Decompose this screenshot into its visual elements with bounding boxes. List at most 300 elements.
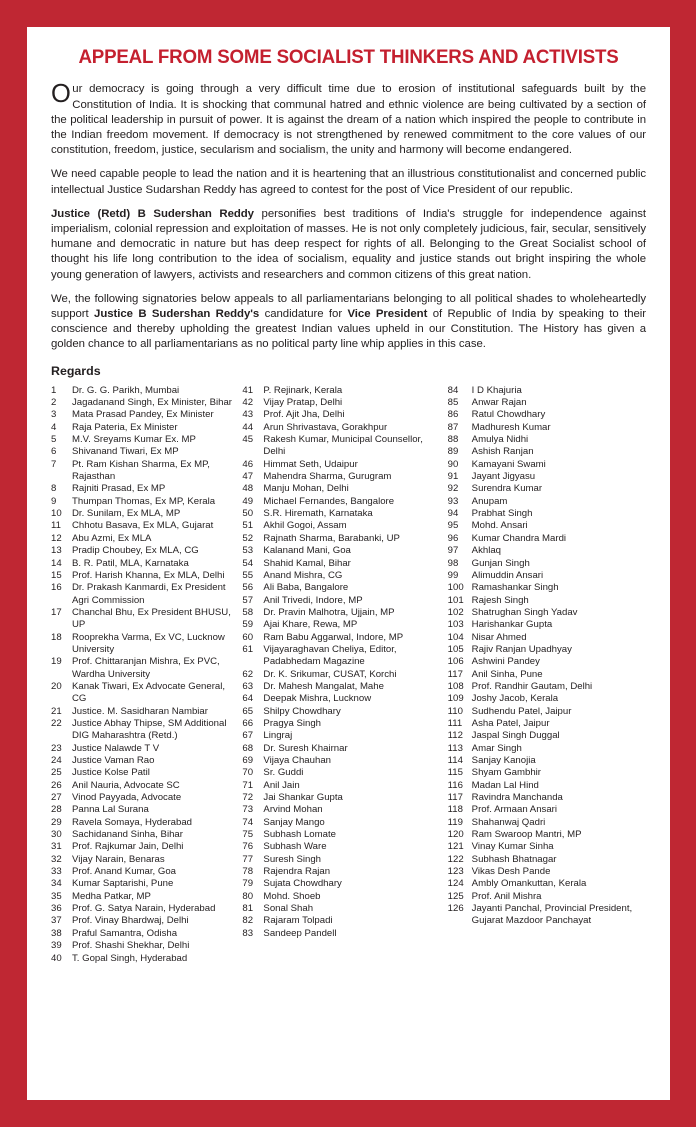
signatory-number: 60 — [242, 631, 254, 643]
signatory-number: 10 — [51, 508, 62, 520]
signatory-number: 72 — [242, 792, 254, 804]
signatory-row — [51, 953, 236, 965]
signatory-row — [51, 483, 236, 495]
signatory-row — [448, 632, 646, 644]
signatory-row — [448, 854, 646, 866]
signatory-name: Ali Baba, Bangalore — [263, 582, 349, 594]
signatory-number: 50 — [242, 508, 254, 520]
signatory-row — [242, 841, 441, 853]
signatory-name: Gunjan Singh — [471, 557, 530, 569]
signatory-name: Shahanwaj Qadri — [471, 816, 546, 828]
signatory-number: 35 — [51, 890, 62, 902]
signatory-name: Mata Prasad Pandey, Ex Minister — [72, 409, 214, 421]
signatory-number: 49 — [242, 495, 254, 507]
signatory-row — [51, 903, 236, 915]
signatory-name: Dr. Suresh Khairnar — [263, 742, 348, 754]
signatory-row — [242, 520, 441, 532]
signatory-name: Dr. Prakash Kanmardi, Ex President Agri Commission — [72, 582, 226, 606]
signatory-row — [242, 644, 441, 669]
signatory-row — [51, 866, 236, 878]
signatory-name: Praful Samantra, Odisha — [72, 927, 178, 939]
signatory-number: 95 — [447, 520, 459, 532]
signatory-row — [51, 508, 236, 520]
signatory-name: Vinod Payyada, Advocate — [72, 792, 182, 804]
signatory-name: Kumar Saptarishi, Pune — [72, 878, 174, 890]
signatory-row — [448, 656, 646, 668]
signatory-row — [242, 915, 441, 927]
signatory-number: 86 — [447, 409, 459, 421]
signatory-number: 8 — [51, 483, 57, 495]
signatory-row — [448, 706, 646, 718]
signatory-row — [51, 385, 236, 397]
signatory-number: 68 — [242, 742, 254, 754]
signatory-number: 33 — [51, 866, 62, 878]
signatory-row — [448, 878, 646, 890]
signatory-name: Shatrughan Singh Yadav — [471, 606, 578, 618]
signatory-row — [448, 397, 646, 409]
signatory-number: 51 — [242, 520, 254, 532]
signatory-name: Ramashankar Singh — [471, 582, 559, 594]
signatory-number: 31 — [51, 841, 62, 853]
signatory-row — [242, 632, 441, 644]
signatory-row — [448, 767, 646, 779]
signatory-number: 119 — [447, 816, 463, 828]
signatory-row — [51, 891, 236, 903]
signatory-name: Anil Jain — [263, 779, 300, 791]
signatory-row — [242, 804, 441, 816]
signatory-name: Rajnath Sharma, Barabanki, UP — [263, 532, 400, 544]
signatory-name: Justice Kolse Patil — [72, 767, 150, 779]
signatory-name: Rajiv Ranjan Upadhyay — [471, 643, 572, 655]
signatory-name: Vijaya Chauhan — [263, 755, 331, 766]
signatory-name: Sachidanand Sinha, Bihar — [72, 829, 183, 841]
signatory-name: Shahid Kamal, Bihar — [263, 557, 351, 569]
signatory-name: Sujata Chowdhary — [263, 878, 342, 890]
signatory-number: 16 — [51, 582, 62, 594]
signatory-number: 125 — [447, 890, 464, 902]
signatory-row — [242, 681, 441, 693]
signatory-number: 93 — [447, 495, 459, 507]
signatory-name: Anil Nauria, Advocate SC — [72, 779, 180, 791]
signatory-name: Kumar Chandra Mardi — [471, 532, 567, 544]
signatory-name: Jayanti Panchal, Provincial President, Gujarat Mazdoor Panchayat — [471, 903, 633, 927]
signatory-row — [448, 743, 646, 755]
signatory-name: Madhuresh Kumar — [471, 421, 551, 433]
signatory-number: 80 — [242, 890, 254, 902]
signatory-name: Ashwini Pandey — [471, 656, 540, 668]
signatory-name: Dr. Sunilam, Ex MLA, MP — [72, 508, 181, 520]
signatory-name: Ram Swaroop Mantri, MP — [471, 829, 582, 841]
signatory-number: 71 — [242, 779, 254, 791]
signatory-row — [448, 681, 646, 693]
signatory-row — [51, 545, 236, 557]
signatory-row — [448, 483, 646, 495]
signatory-number: 78 — [242, 866, 254, 878]
signatory-number: 123 — [447, 866, 464, 878]
signatory-row — [448, 817, 646, 829]
signatory-name: Prof. Chittaranjan Mishra, Ex PVC, Wardha University — [72, 656, 220, 680]
signatory-number: 5 — [51, 434, 57, 446]
signatory-name: Ratul Chowdhary — [471, 409, 546, 421]
signatory-number: 98 — [447, 557, 459, 569]
signatory-number: 19 — [51, 656, 62, 668]
signatory-name: Vijay Pratap, Delhi — [263, 397, 343, 409]
signatory-number: 11 — [51, 520, 61, 532]
paragraph-4-part-b: candidature for — [259, 308, 348, 321]
signatory-name: Vinay Kumar Sinha — [471, 841, 554, 853]
signatory-name: Prof. Anil Mishra — [471, 890, 542, 902]
signatory-row — [242, 891, 441, 903]
signatory-number: 124 — [447, 878, 464, 890]
signatory-row — [51, 409, 236, 421]
signatory-name: Dr. Mahesh Mangalat, Mahe — [263, 680, 384, 692]
signatory-name: Prof. Rajkumar Jain, Delhi — [72, 841, 184, 853]
signatory-name: Mahendra Sharma, Gurugram — [263, 471, 392, 483]
signatory-name: Justice Vaman Rao — [72, 755, 155, 766]
signatory-row — [448, 755, 646, 767]
signatory-row — [242, 903, 441, 915]
signatory-name: Ram Babu Aggarwal, Indore, MP — [263, 631, 404, 643]
signatory-row — [51, 558, 236, 570]
signatory-name: Pradip Choubey, Ex MLA, CG — [72, 545, 199, 557]
signatory-row — [242, 508, 441, 520]
signatory-column-2 — [242, 385, 447, 940]
signatory-number: 30 — [51, 829, 62, 841]
signatory-name: Kalanand Mani, Goa — [263, 545, 351, 557]
signatory-number: 48 — [242, 483, 254, 495]
signatory-name: Subhash Ware — [263, 841, 327, 853]
signatory-row — [242, 718, 441, 730]
signatory-row — [51, 854, 236, 866]
signatory-name: Abu Azmi, Ex MLA — [72, 532, 152, 544]
signatory-number: 22 — [51, 717, 62, 729]
signatory-number: 104 — [447, 631, 464, 643]
signatory-name: Kanak Tiwari, Ex Advocate General, CG — [72, 680, 226, 705]
signatory-list — [51, 385, 646, 965]
signatory-number: 52 — [242, 532, 254, 544]
signatory-row — [51, 940, 236, 952]
signatory-name: Mohd. Shoeb — [263, 890, 321, 902]
signatory-number: 115 — [447, 767, 463, 779]
signatory-number: 111 — [447, 717, 463, 729]
signatory-row — [242, 459, 441, 471]
signatory-number: 114 — [447, 755, 463, 766]
signatory-row — [448, 446, 646, 458]
signatory-number: 26 — [51, 779, 62, 791]
paragraph-2: We need capable people to lead the nation and it is heartening that an illustrious constitutionalist and concerned public intellectual Justice Sudarshan Reddy has agreed to contest for the post of Vice President of our republic. — [51, 168, 646, 196]
signatory-number: 66 — [242, 717, 254, 729]
signatory-row — [448, 792, 646, 804]
signatory-name: Shivanand Tiwari, Ex MP — [72, 446, 179, 458]
signatory-row — [242, 397, 441, 409]
signatory-row — [448, 496, 646, 508]
signatory-number: 126 — [447, 903, 464, 915]
signatory-row — [448, 730, 646, 742]
signatory-name: Jai Shankar Gupta — [263, 792, 343, 804]
signatory-name: Anwar Rajan — [471, 397, 527, 409]
signatory-name: Rakesh Kumar, Municipal Counsellor, Delhi — [263, 434, 423, 458]
signatory-row — [51, 446, 236, 458]
signatory-row — [242, 743, 441, 755]
signatory-name: Prof. Vinay Bhardwaj, Delhi — [72, 915, 189, 927]
signatory-column-1 — [51, 385, 242, 965]
signatory-number: 57 — [242, 594, 254, 606]
signatory-number: 15 — [51, 569, 62, 581]
signatory-name: Chanchal Bhu, Ex President BHUSU, UP — [72, 606, 231, 631]
signatory-row — [51, 915, 236, 927]
signatory-name: Joshy Jacob, Kerala — [471, 693, 559, 705]
signatory-number: 82 — [242, 915, 254, 927]
signatory-name: Sonal Shah — [263, 903, 314, 915]
signatory-row — [448, 409, 646, 421]
signatory-row — [448, 866, 646, 878]
signatory-row — [51, 459, 236, 484]
paragraph-3 — [51, 207, 646, 283]
signatory-number: 24 — [51, 755, 62, 766]
signatory-number: 110 — [447, 705, 463, 717]
signatory-row — [51, 632, 236, 657]
signatory-row — [448, 582, 646, 594]
signatory-number: 18 — [51, 631, 62, 643]
signatory-name: Prof. Harish Khanna, Ex MLA, Delhi — [72, 569, 225, 581]
signatory-name: Lingraj — [263, 730, 293, 742]
signatory-name: Suresh Singh — [263, 853, 322, 865]
signatory-name: Justice. M. Sasidharan Nambiar — [72, 705, 208, 717]
signatory-row — [51, 743, 236, 755]
signatory-name: T. Gopal Singh, Hyderabad — [72, 952, 188, 964]
signatory-number: 38 — [51, 927, 62, 939]
signatory-name: Jagadanand Singh, Ex Minister, Bihar — [72, 397, 232, 409]
signatory-name: Ashish Ranjan — [471, 446, 534, 458]
signatory-row — [448, 780, 646, 792]
signatory-name: Akhil Gogoi, Assam — [263, 520, 347, 532]
signatory-row — [242, 854, 441, 866]
signatory-number: 4 — [51, 421, 57, 433]
signatory-row — [242, 422, 441, 434]
signatory-number: 118 — [447, 804, 463, 816]
signatory-name: Ambly Omankuttan, Kerala — [471, 878, 587, 890]
page-title: APPEAL FROM SOME SOCIALIST THINKERS AND ACTIVISTS — [78, 46, 619, 68]
signatory-number: 103 — [447, 619, 464, 631]
signatory-number: 36 — [51, 903, 62, 915]
signatory-row — [51, 582, 236, 607]
paragraph-4-part-c: of Republic of India by speaking to their conscience and thereby upholding the greatest Indian values upheld in our Constitution. The History has given a golden chance to all parliamentarians as no political party line whip applies in this case. — [51, 308, 646, 351]
signatory-row — [448, 891, 646, 903]
signatory-name: B. R. Patil, MLA, Karnataka — [72, 557, 189, 569]
signatory-number: 100 — [447, 582, 464, 594]
signatory-name: Arvind Mohan — [263, 804, 323, 816]
signatory-name: Rajesh Singh — [471, 594, 529, 606]
signatory-row — [448, 619, 646, 631]
signatory-name: Michael Fernandes, Bangalore — [263, 495, 395, 507]
signatory-name: I D Khajuria — [471, 384, 522, 396]
signatory-row — [448, 718, 646, 730]
signatory-number: 75 — [242, 829, 254, 841]
signatory-number: 23 — [51, 742, 62, 754]
signatory-number: 56 — [242, 582, 254, 594]
signatory-name: S.R. Hiremath, Karnataka — [263, 508, 373, 520]
signatory-number: 40 — [51, 952, 62, 964]
signatory-name: Manju Mohan, Delhi — [263, 483, 349, 495]
signatory-name: Thumpan Thomas, Ex MP, Kerala — [72, 495, 216, 507]
signatory-name: Surendra Kumar — [471, 483, 543, 495]
signatory-number: 42 — [242, 397, 254, 409]
signatory-name: Subhash Bhatnagar — [471, 853, 557, 865]
signatory-name: Raja Pateria, Ex Minister — [72, 421, 178, 433]
signatory-number: 117 — [447, 668, 463, 680]
signatory-row — [51, 656, 236, 681]
signatory-number: 59 — [242, 619, 254, 631]
signatory-row — [242, 582, 441, 594]
signatory-name: Rooprekha Varma, Ex VC, Lucknow University — [72, 631, 225, 655]
signatory-row — [448, 422, 646, 434]
signatory-row — [448, 644, 646, 656]
signatory-number: 117 — [447, 792, 463, 804]
signatory-number: 109 — [447, 693, 464, 705]
signatory-number: 25 — [51, 767, 62, 779]
signatory-number: 1 — [51, 384, 57, 396]
signatory-number: 13 — [51, 545, 62, 557]
signatory-row — [242, 669, 441, 681]
signatory-name: Prof. Shashi Shekhar, Delhi — [72, 940, 190, 952]
signatory-name: Vijayaraghavan Cheliya, Editor, Padabhedam Magazine — [263, 643, 397, 668]
signatory-row — [242, 434, 441, 459]
signatory-number: 58 — [242, 606, 254, 618]
signatory-number: 94 — [447, 508, 459, 520]
signatory-number: 34 — [51, 878, 62, 890]
signatory-number: 20 — [51, 680, 62, 692]
signatory-name: Arun Shrivastava, Gorakhpur — [263, 421, 388, 433]
signatory-row — [448, 903, 646, 928]
signatory-row — [448, 520, 646, 532]
signatory-name: Akhlaq — [471, 545, 502, 557]
signatory-name: Sanjay Kanojia — [471, 755, 536, 766]
signatory-number: 39 — [51, 940, 62, 952]
signatory-row — [51, 706, 236, 718]
signatory-number: 65 — [242, 705, 254, 717]
signatory-row — [51, 780, 236, 792]
signatory-name: Mohd. Ansari — [471, 520, 528, 532]
signatory-name: Vikas Desh Pande — [471, 866, 551, 878]
signatory-row — [242, 595, 441, 607]
signatory-row — [448, 829, 646, 841]
signatory-number: 69 — [242, 755, 254, 766]
signatory-row — [51, 570, 236, 582]
signatory-row — [51, 422, 236, 434]
signatory-name: Sr. Guddi — [263, 767, 304, 779]
signatory-row — [242, 792, 441, 804]
signatory-number: 14 — [51, 557, 62, 569]
signatory-number: 91 — [447, 471, 459, 483]
signatory-row — [448, 434, 646, 446]
paragraph-4-part-a: We, the following signatories below appeals to all parliamentarians belonging to all political shades to wholeheartedly support — [51, 292, 646, 321]
signatory-row — [51, 533, 236, 545]
signatory-name: Shyam Gambhir — [471, 767, 541, 779]
signatory-name: Sandeep Pandell — [263, 927, 337, 939]
signatory-column-3 — [448, 385, 646, 928]
signatory-number: 97 — [447, 545, 459, 557]
signatory-row — [51, 792, 236, 804]
signatory-number: 121 — [447, 841, 464, 853]
signatory-row — [51, 397, 236, 409]
signatory-number: 63 — [242, 680, 254, 692]
signatory-number: 90 — [447, 458, 459, 470]
signatory-name: Anil Trivedi, Indore, MP — [263, 594, 363, 606]
signatory-name: Panna Lal Surana — [72, 804, 149, 816]
signatory-number: 29 — [51, 816, 62, 828]
signatory-number: 28 — [51, 804, 62, 816]
signatory-number: 9 — [51, 495, 57, 507]
signatory-row — [242, 533, 441, 545]
paragraph-3-rest: personifies best traditions of India's struggle for independence against imperialism, colonial repression and exploitation of masses. He is not only completely judicious, fair, secular, sensitively humane and democratic in nature but has deep respect for rights of all. Belonging to the Great Socialist school of thought his life long contribution to the idea of socialism, equality and justice stands out bright inspiring the whole young generation of lawyers, activists and researchers and common citizens of this great nation. — [51, 207, 646, 281]
signatory-name: Subhash Lomate — [263, 829, 336, 841]
signatory-row — [51, 681, 236, 706]
signatory-name: Sanjay Mango — [263, 816, 325, 828]
signatory-number: 54 — [242, 557, 254, 569]
signatory-row — [448, 570, 646, 582]
signatory-row — [242, 471, 441, 483]
signatory-row — [51, 804, 236, 816]
signatory-row — [51, 841, 236, 853]
signatory-name: Nisar Ahmed — [471, 631, 527, 643]
signatory-name: Anil Sinha, Pune — [471, 668, 543, 680]
signatory-name: Prof. Randhir Gautam, Delhi — [471, 680, 593, 692]
signatory-number: 96 — [447, 532, 459, 544]
signatory-number: 7 — [51, 458, 57, 470]
signatory-row — [448, 558, 646, 570]
signatory-name: Jaspal Singh Duggal — [471, 730, 560, 742]
signatory-row — [448, 693, 646, 705]
signatory-row — [51, 817, 236, 829]
paragraph-1: Our democracy is going through a very difficult time due to erosion of institutional safeguards built by the Constitution of India. It is shocking that communal hatred and ethnic violence are being cultivated by a section of the political leadership in pursuit of power. It is against the dream of a nation which inspired the people to contribute in the Indian freedom movement. If democracy is not strengthened by renewed commitment to the core values of our constitution, freedom, justice, secularism and socialism, the unity and harmony will become endangered. — [51, 80, 646, 157]
paragraph-4-bold-candidate: Justice B Sudershan Reddy's — [94, 308, 260, 321]
signatory-row — [242, 385, 441, 397]
signatory-row — [51, 718, 236, 743]
signatory-number: 112 — [447, 730, 463, 742]
signatory-name: M.V. Sreyams Kumar Ex. MP — [72, 434, 196, 446]
signatory-number: 108 — [447, 680, 464, 692]
signatory-row — [242, 878, 441, 890]
signatory-row — [242, 829, 441, 841]
signatory-number: 99 — [447, 569, 459, 581]
signatory-name: Rajniti Prasad, Ex MP — [72, 483, 166, 495]
signatory-name: Jayant Jigyasu — [471, 471, 536, 483]
signatory-row — [51, 755, 236, 767]
signatory-row — [448, 533, 646, 545]
signatory-row — [51, 607, 236, 632]
signatory-number: 84 — [447, 384, 459, 396]
signatory-name: Prof. Anand Kumar, Goa — [72, 866, 176, 878]
signatory-name: Dr. G. G. Parikh, Mumbai — [72, 384, 180, 396]
signatory-name: Vijay Narain, Benaras — [72, 853, 165, 865]
signatory-row — [448, 545, 646, 557]
signatory-name: Asha Patel, Jaipur — [471, 717, 550, 729]
signatory-name: Amar Singh — [471, 742, 522, 754]
signatory-row — [448, 508, 646, 520]
signatory-name: Ravela Somaya, Hyderabad — [72, 816, 192, 828]
signatory-name: Prof. Ajit Jha, Delhi — [263, 409, 345, 421]
signatory-row — [242, 483, 441, 495]
signatory-number: 46 — [242, 458, 254, 470]
signatory-name: Prof. G. Satya Narain, Hyderabad — [72, 903, 216, 915]
signatory-number: 74 — [242, 816, 254, 828]
signatory-number: 64 — [242, 693, 254, 705]
paragraph-3-lead-bold: Justice (Retd) B Sudershan Reddy — [51, 207, 254, 220]
signatory-row — [448, 471, 646, 483]
signatory-number: 88 — [447, 434, 459, 446]
signatory-row — [448, 385, 646, 397]
signatory-name: Rajendra Rajan — [263, 866, 331, 878]
